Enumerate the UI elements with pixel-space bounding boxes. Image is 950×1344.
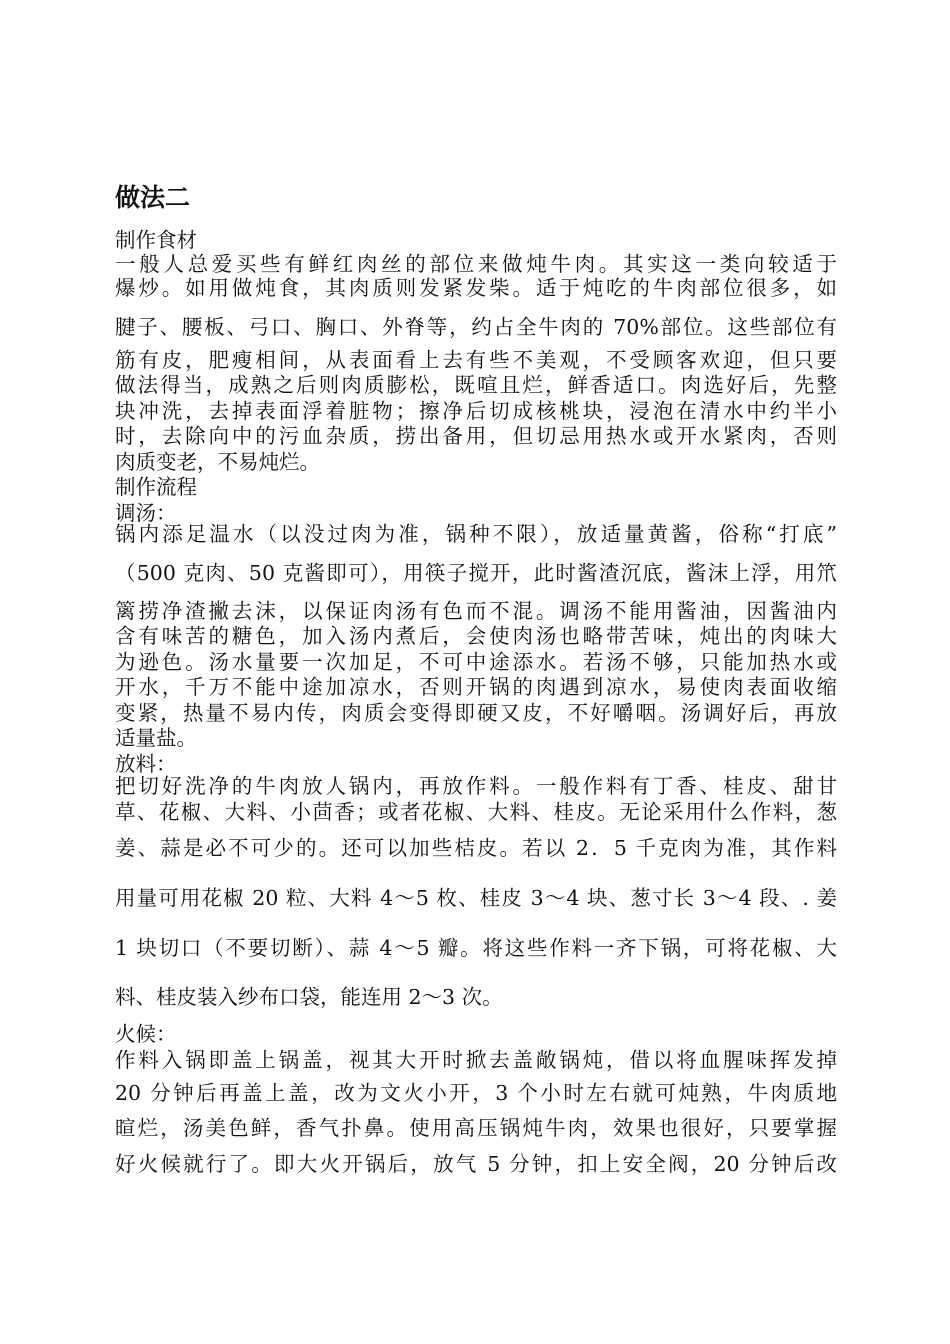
paragraph-line: 暄烂，汤美色鲜，香气扑鼻。使用高压锅炖牛肉，效果也很好，只要掌握: [115, 1116, 837, 1140]
subheading-process: 制作流程: [115, 475, 197, 499]
paragraph-line: 好火候就行了。即大火开锅后，放气 5 分钟，扣上安全阀，20 分钟后改: [115, 1152, 837, 1176]
section-heading: 做法二: [115, 183, 191, 212]
paragraph-line: 20 分钟后再盖上盖，改为文火小开，3 个小时左右就可炖熟，牛肉质地: [115, 1081, 837, 1105]
paragraph-line: 一般人总爱买些有鲜红肉丝的部位来做炖牛肉。其实这一类向较适于: [115, 252, 837, 276]
paragraph-line: 为逊色。汤水量要一次加足，不可中途添水。若汤不够，只能加热水或: [115, 650, 837, 674]
paragraph-line: 块冲洗，去掉表面浮着脏物；擦净后切成核桃块，浸泡在清水中约半小: [115, 399, 837, 423]
paragraph-line: （500 克肉、50 克酱即可），用筷子搅开，此时酱渣沉底，酱沫上浮，用笊: [115, 561, 837, 585]
paragraph-line: 1 块切口（不要切断）、蒜 4～5 瓣。将这些作料一齐下锅，可将花椒、大: [115, 936, 837, 960]
paragraph-line: 爆炒。如用做炖食，其肉质则发紧发柴。适于炖吃的牛肉部位很多，如: [115, 276, 837, 300]
paragraph-line: 把切好洗净的牛肉放人锅内，再放作料。一般作料有丁香、桂皮、甜甘: [115, 774, 837, 798]
paragraph-line: 时，去除向中的污血杂质，捞出备用，但切忌用热水或开水紧肉，否则: [115, 424, 837, 448]
subheading-heat: 火候：: [115, 1022, 177, 1046]
paragraph-line: 变紧，热量不易内传，肉质会变得即硬又皮，不好嚼咽。汤调好后，再放: [115, 701, 837, 725]
paragraph-line: 腱子、腰板、弓口、胸口、外脊等，约占全牛肉的 70%部位。这些部位有: [115, 315, 837, 339]
subheading-ingredients: 制作食材: [115, 228, 197, 252]
paragraph-line: 做法得当，成熟之后则肉质膨松，既喧且烂，鲜香适口。肉选好后，先整: [115, 373, 837, 397]
paragraph-line: 筋有皮，肥瘦相间，从表面看上去有些不美观，不受顾客欢迎，但只要: [115, 348, 837, 372]
subheading-soup: 调汤：: [115, 501, 177, 525]
paragraph-line: 草、花椒、大料、小茴香；或者花椒、大料、桂皮。无论采用什么作料，葱: [115, 800, 837, 824]
paragraph-line: 开水，千万不能中途加凉水，否则开锅的肉遇到凉水，易使肉表面收缩: [115, 675, 837, 699]
paragraph-line: 作料入锅即盖上锅盖，视其大开时掀去盖敞锅炖，借以将血腥味挥发掉: [115, 1048, 837, 1072]
paragraph-line: 姜、蒜是必不可少的。还可以加些桔皮。若以 2．5 千克肉为准，其作料: [115, 836, 837, 860]
paragraph-line: 锅内添足温水（以没过肉为准，锅种不限），放适量黄酱，俗称“打底”: [115, 522, 837, 546]
paragraph-line: 适量盐。: [115, 726, 197, 750]
paragraph-line: 用量可用花椒 20 粒、大料 4～5 枚、桂皮 3～4 块、葱寸长 3～4 段、. 姜: [115, 886, 837, 910]
paragraph-line: 篱捞净渣撇去沫，以保证肉汤有色而不混。调汤不能用酱油，因酱油内: [115, 599, 837, 623]
paragraph-line: 料、桂皮装入纱布口袋，能连用 2～3 次。: [115, 985, 503, 1009]
subheading-seasoning: 放料：: [115, 752, 177, 776]
paragraph-line: 肉质变老，不易炖烂。: [115, 450, 320, 474]
paragraph-line: 含有味苦的糖色，加入汤内煮后，会使肉汤也略带苦味，炖出的肉味大: [115, 624, 837, 648]
